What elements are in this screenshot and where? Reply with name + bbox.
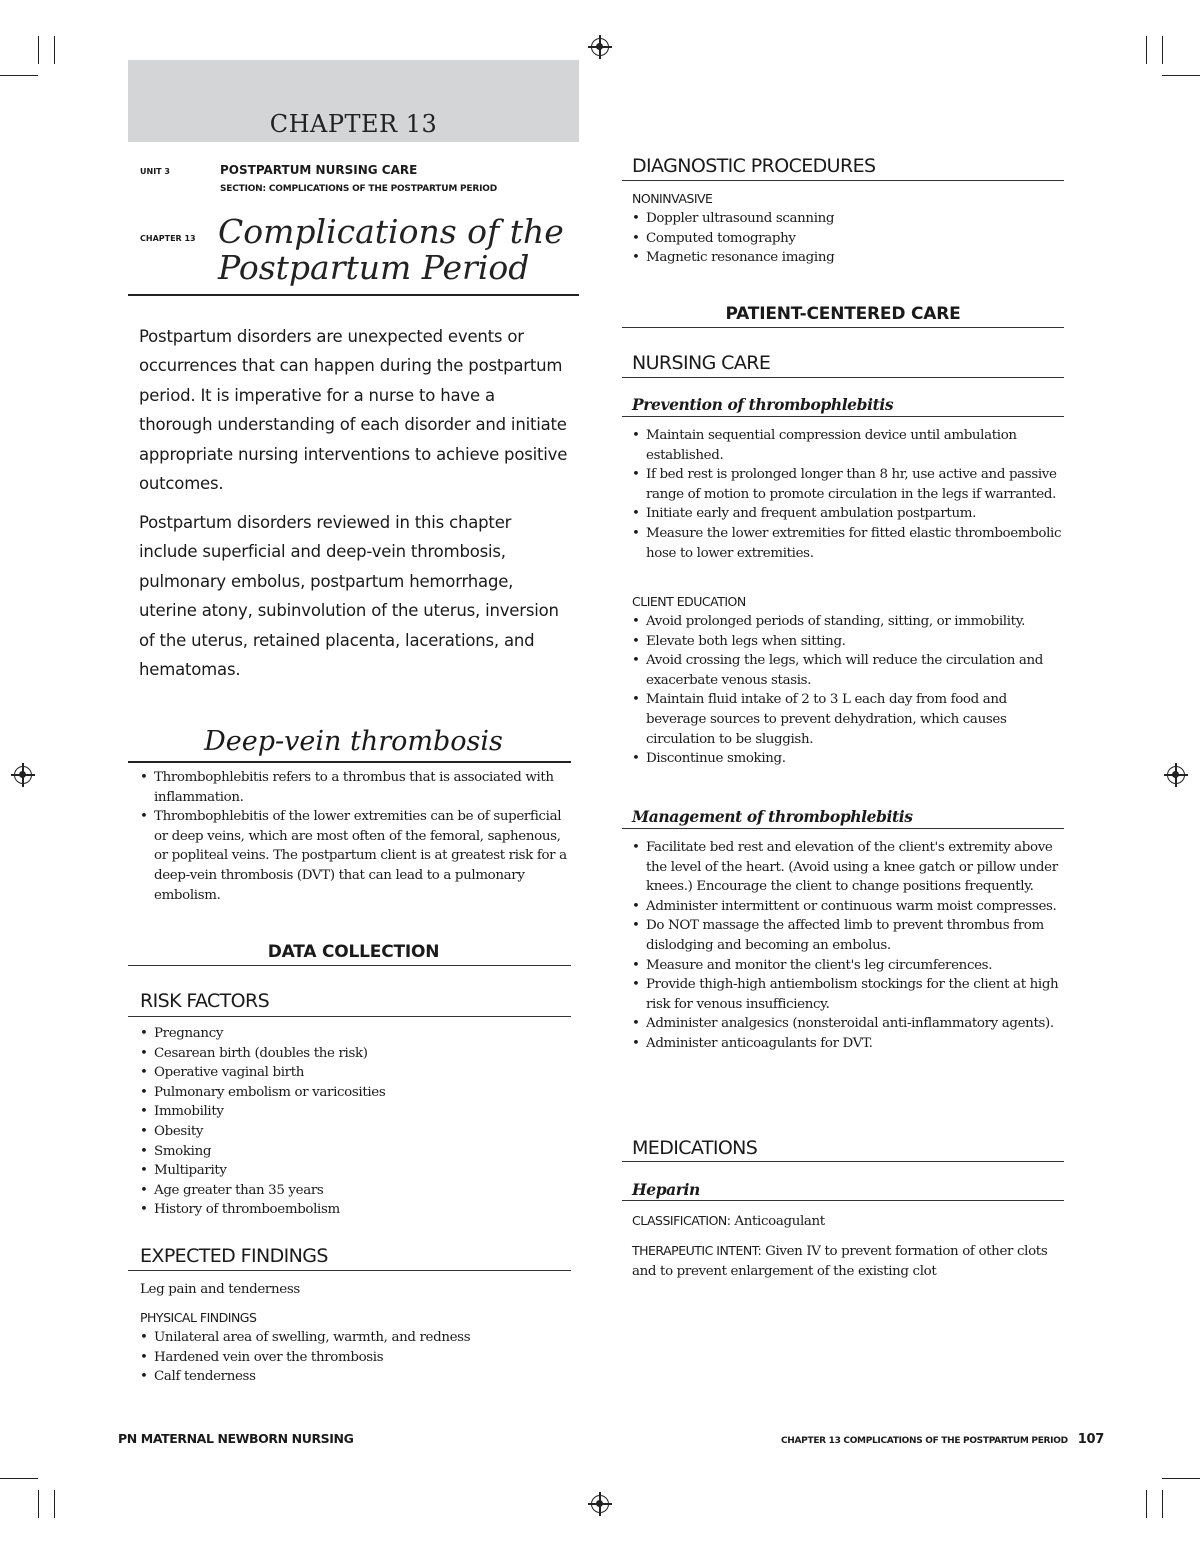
client-education-heading: CLIENT EDUCATION bbox=[632, 594, 746, 609]
list-item: • Computed tomography bbox=[630, 229, 1060, 249]
list-item: • History of thromboembolism bbox=[138, 1200, 558, 1220]
classification-line bbox=[632, 1211, 1064, 1232]
title-rule bbox=[128, 294, 579, 296]
medications-rule bbox=[622, 1161, 1064, 1162]
list-item: • Measure the lower extremities for fitted elastic thromboembolic hose to lower extremities. bbox=[630, 524, 1062, 563]
list-item: • Administer intermittent or continuous warm moist compresses. bbox=[630, 897, 1064, 917]
intro-paragraph-1: Postpartum disorders are unexpected events or occurrences that can happen during the postpartum period. It is imperative for a nurse to have a thorough understanding of each disorder and initiate appropriate nursing interventions to achieve positive outcomes. bbox=[139, 327, 568, 494]
list-item: • Administer analgesics (nonsteroidal anti-inflammatory agents). bbox=[630, 1014, 1064, 1034]
therapeutic-intent-value: Given IV to prevent formation of other clots and to prevent enlargement of the existing clot bbox=[632, 1244, 1048, 1279]
page-number: 107 bbox=[1077, 1432, 1104, 1447]
management-rule bbox=[622, 828, 1064, 829]
intro-paragraph-2: Postpartum disorders reviewed in this chapter include superficial and deep-vein thrombosis, pulmonary embolus, postpartum hemorrhage, uterine atony, subinvolution of the uterus, inversion of the uterus, retained placenta, lacerations, and hematomas. bbox=[139, 513, 559, 680]
list-item: • Cesarean birth (doubles the risk) bbox=[138, 1044, 558, 1064]
list-item: • Measure and monitor the client's leg circumferences. bbox=[630, 956, 1064, 976]
list-item: • Hardened vein over the thrombosis bbox=[138, 1348, 558, 1368]
footer-book-title: PN MATERNAL NEWBORN NURSING bbox=[118, 1431, 354, 1446]
diagnostic-heading: DIAGNOSTIC PROCEDURES bbox=[632, 155, 876, 177]
list-item: • Do NOT massage the affected limb to prevent thrombus from dislodging and becoming an embolus. bbox=[630, 916, 1064, 955]
footer-chapter-title: CHAPTER 13 COMPLICATIONS OF THE POSTPARTUM PERIOD bbox=[780, 1436, 1068, 1446]
chapter-title bbox=[218, 214, 564, 286]
prevention-heading: Prevention of thrombophlebitis bbox=[632, 395, 894, 414]
list-item: • Obesity bbox=[138, 1122, 558, 1142]
expected-findings-heading: EXPECTED FINDINGS bbox=[140, 1245, 328, 1267]
list-item: • Operative vaginal birth bbox=[138, 1063, 558, 1083]
dvt-title: Deep-vein thrombosis bbox=[204, 726, 503, 757]
list-item: • Magnetic resonance imaging bbox=[630, 248, 1060, 268]
list-item: • Initiate early and frequent ambulation postpartum. bbox=[630, 504, 1062, 524]
physical-findings-list bbox=[138, 1328, 558, 1387]
management-list bbox=[630, 838, 1064, 1054]
list-item: • Smoking bbox=[138, 1142, 558, 1162]
risk-factors-list bbox=[138, 1024, 558, 1220]
physical-findings-heading: PHYSICAL FINDINGS bbox=[140, 1310, 257, 1325]
chapter-title-line2: Postpartum Period bbox=[218, 248, 530, 287]
unit-value: POSTPARTUM NURSING CARE bbox=[220, 163, 418, 177]
prevention-rule bbox=[622, 416, 1064, 417]
chapter-label: CHAPTER 13 bbox=[269, 110, 438, 138]
list-item: • Thrombophlebitis of the lower extremities can be of superficial or deep veins, which are most often of the femoral, saphenous, or popliteal veins. The postpartum client is at greatest risk for a deep-vein thrombosis (DVT) that can lead to a pulmonary embolism. bbox=[138, 807, 578, 905]
list-item: • Avoid crossing the legs, which will reduce the circulation and exacerbate venous stasis. bbox=[630, 651, 1062, 690]
management-heading: Management of thrombophlebitis bbox=[632, 807, 913, 826]
dvt-bullets bbox=[138, 768, 578, 905]
noninvasive-heading: NONINVASIVE bbox=[632, 191, 713, 206]
list-item: • Immobility bbox=[138, 1102, 558, 1122]
drug-rule bbox=[622, 1200, 1064, 1201]
risk-factors-heading: RISK FACTORS bbox=[140, 990, 270, 1012]
chapter-title-line1: Complications of the bbox=[218, 212, 564, 251]
list-item: • Thrombophlebitis refers to a thrombus that is associated with inflammation. bbox=[138, 768, 578, 807]
list-item: • Pregnancy bbox=[138, 1024, 558, 1044]
drug-name: Heparin bbox=[632, 1180, 700, 1199]
list-item: • Calf tenderness bbox=[138, 1367, 558, 1387]
diagnostic-list bbox=[630, 209, 1060, 268]
list-item: • Pulmonary embolism or varicosities bbox=[138, 1083, 558, 1103]
list-item: • Facilitate bed rest and elevation of the client's extremity above the level of the heart. (Avoid using a knee gatch or pillow under knees.) Encourage the client to change positions frequently. bbox=[630, 838, 1064, 897]
expected-findings-text: Leg pain and tenderness bbox=[140, 1282, 300, 1297]
list-item: • Unilateral area of swelling, warmth, and redness bbox=[138, 1328, 558, 1348]
risk-factors-rule bbox=[128, 1016, 571, 1017]
classification-key: CLASSIFICATION: bbox=[632, 1213, 731, 1228]
list-item: • Maintain sequential compression device until ambulation established. bbox=[630, 426, 1062, 465]
registration-mark-icon bbox=[591, 1495, 609, 1513]
unit-key: UNIT 3 bbox=[140, 167, 170, 176]
nursing-care-heading: NURSING CARE bbox=[632, 352, 771, 374]
chapter-tag: CHAPTER 13 bbox=[140, 234, 196, 243]
section-line: SECTION: COMPLICATIONS OF THE POSTPARTUM PERIOD bbox=[220, 184, 497, 194]
patient-care-rule bbox=[622, 327, 1064, 328]
list-item: • Multiparity bbox=[138, 1161, 558, 1181]
list-item: • Discontinue smoking. bbox=[630, 749, 1062, 769]
therapeutic-intent-key: THERAPEUTIC INTENT: bbox=[632, 1243, 762, 1258]
list-item: • Doppler ultrasound scanning bbox=[630, 209, 1060, 229]
nursing-care-rule bbox=[622, 377, 1064, 378]
classification-value: Anticoagulant bbox=[734, 1214, 825, 1229]
unit-line bbox=[140, 163, 417, 177]
dvt-rule bbox=[128, 761, 571, 763]
expected-findings-rule bbox=[128, 1270, 571, 1271]
diagnostic-rule bbox=[622, 180, 1064, 181]
list-item: • Age greater than 35 years bbox=[138, 1181, 558, 1201]
list-item: • Avoid prolonged periods of standing, sitting, or immobility. bbox=[630, 612, 1062, 632]
list-item: • Elevate both legs when sitting. bbox=[630, 632, 1062, 652]
patient-care-heading: PATIENT-CENTERED CARE bbox=[725, 304, 961, 324]
prevention-list bbox=[630, 426, 1062, 563]
data-collection-heading: DATA COLLECTION bbox=[267, 942, 440, 962]
list-item: • Maintain fluid intake of 2 to 3 L each day from food and beverage sources to prevent dehydration, which causes circulation to be sluggish. bbox=[630, 690, 1062, 749]
list-item: • Administer anticoagulants for DVT. bbox=[630, 1034, 1064, 1054]
registration-mark-icon bbox=[14, 766, 32, 784]
list-item: • If bed rest is prolonged longer than 8 hr, use active and passive range of motion to promote circulation in the legs if warranted. bbox=[630, 465, 1062, 504]
list-item: • Provide thigh-high antiembolism stockings for the client at high risk for venous insufficiency. bbox=[630, 975, 1064, 1014]
client-education-list bbox=[630, 612, 1062, 769]
footer-chapter bbox=[781, 1432, 1104, 1447]
registration-mark-icon bbox=[1167, 766, 1185, 784]
medications-heading: MEDICATIONS bbox=[632, 1137, 758, 1159]
registration-mark-icon bbox=[591, 38, 609, 56]
therapeutic-intent bbox=[632, 1241, 1064, 1281]
data-collection-rule bbox=[128, 965, 571, 966]
